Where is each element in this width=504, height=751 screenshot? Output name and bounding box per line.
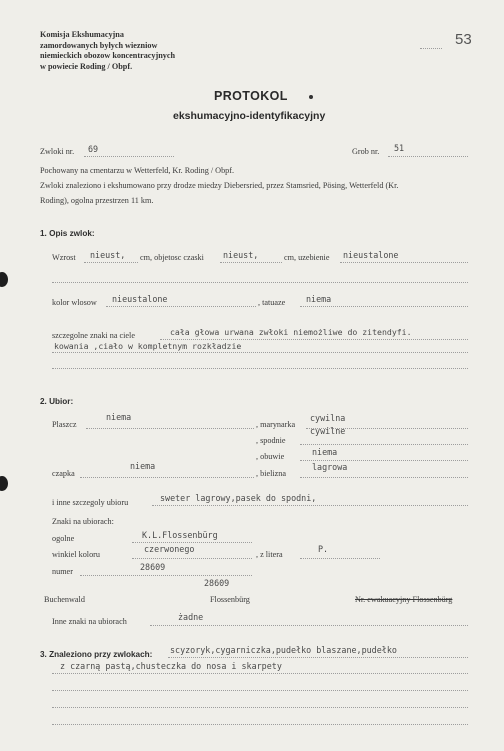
page-number: 53	[455, 31, 472, 48]
grave-number-line	[388, 156, 468, 157]
grave-number-value: 51	[394, 143, 405, 153]
commission-line: zamordowanych byłych wiezniow	[40, 40, 158, 50]
commission-line: w powiecie Roding / Obpf.	[40, 61, 133, 71]
letter-label: , z litera	[256, 550, 283, 559]
tattoo-value: niema	[306, 294, 332, 304]
number-value: 28609	[140, 562, 166, 572]
cap-line	[80, 477, 254, 478]
height-value: nieust,	[90, 250, 126, 260]
jacket-value: cywilna	[310, 413, 346, 423]
title-dot	[309, 95, 313, 99]
found-items-line-5	[52, 724, 468, 725]
shoes-value: niema	[312, 447, 338, 457]
section-3-heading: 3. Znaleziono przy zwlokach:	[40, 650, 153, 659]
general-mark-label: ogolne	[52, 534, 75, 543]
letter-line	[300, 558, 380, 559]
other-clothing-value: sweter lagrowy,pasek do spodni,	[160, 493, 317, 503]
general-mark-value: K.L.Flossenbürg	[142, 530, 218, 540]
found-items-line-2	[52, 673, 468, 674]
tattoo-label: , tatuaze	[258, 298, 286, 307]
marks-line-3	[52, 368, 468, 369]
document-title: PROTOKOL	[214, 89, 288, 103]
cap-label: czapka	[52, 469, 75, 478]
coat-line	[86, 428, 254, 429]
found-items-line-1	[168, 657, 468, 658]
header-rule	[420, 48, 442, 49]
document-subtitle: ekshumacyjno-identyfikacyjny	[173, 110, 326, 122]
letter-value: P.	[318, 544, 329, 554]
other-marks-value: żadne	[178, 612, 204, 622]
teeth-line	[340, 262, 468, 263]
commission-line: Komisja Ekshumacyjna	[40, 30, 124, 39]
blank-line	[52, 282, 468, 283]
corpse-number-value: 69	[88, 144, 99, 154]
camp-label: Buchenwald	[44, 595, 85, 604]
found-line-2: Roding), ogolna przestrzen 11 km.	[40, 196, 154, 205]
marks-value-2: kowania ,ciało w kompletnym rozkładzie	[54, 341, 242, 351]
section-2-heading: 2. Ubior:	[40, 397, 74, 406]
height-label: Wzrost	[52, 253, 76, 262]
buried-line: Pochowany na cmentarzu w Wetterfeld, Kr. Roding / Obpf.	[40, 166, 235, 175]
height-line	[84, 262, 138, 263]
marks-line-2	[52, 352, 468, 353]
hair-value: nieustalone	[112, 294, 168, 304]
angle-color-line	[132, 558, 252, 559]
grave-number-label: Grob nr.	[352, 147, 380, 156]
angle-color-value: czerwonego	[144, 544, 195, 554]
corpse-number-label: Zwloki nr.	[40, 147, 75, 156]
other-marks-label: Inne znaki na ubiorach	[52, 617, 127, 626]
found-items-value-1: scyzoryk,cygarniczka,pudełko blaszane,pudełko	[170, 645, 397, 655]
trousers-value: cywilne	[310, 426, 346, 436]
shoes-label: , obuwie	[256, 452, 285, 461]
commission-line: niemieckich obozow koncentracyjnych	[40, 51, 176, 60]
number-line	[80, 575, 252, 576]
jacket-label: , marynarka	[256, 420, 296, 429]
head-label: cm, objetosc czaski	[140, 253, 204, 262]
punch-hole-top	[0, 272, 8, 287]
punch-hole-bottom	[0, 476, 8, 491]
marks-line-1	[160, 339, 468, 340]
hair-label: kolor wlosow	[52, 298, 97, 307]
cap-value: niema	[130, 461, 156, 471]
other-clothing-label: i inne szczegoly ubioru	[52, 498, 129, 507]
trousers-line	[300, 444, 468, 445]
shoes-line	[300, 460, 468, 461]
teeth-label: cm, uzebienie	[284, 253, 330, 262]
general-mark-line	[132, 542, 252, 543]
marks-value-1: cała głowa urwana zwłoki niemożliwe do zitendyfi.	[170, 327, 412, 337]
found-items-value-2: z czarną pastą,chusteczka do nosa i skarpety	[60, 661, 282, 671]
clothing-marks-header: Znaki na ubiorach:	[52, 517, 114, 526]
found-items-line-3	[52, 690, 468, 691]
teeth-value: nieustalone	[343, 250, 399, 260]
other-clothing-line	[152, 505, 468, 506]
hair-line	[106, 306, 256, 307]
coat-value: niema	[106, 412, 132, 422]
section-1-heading: 1. Opis zwlok:	[40, 229, 95, 238]
tattoo-line	[300, 306, 468, 307]
underwear-line	[300, 477, 468, 478]
number-repeat: 28609	[204, 578, 230, 588]
angle-color-label: winkiel koloru	[52, 550, 100, 559]
head-line	[220, 262, 282, 263]
marks-label: szczegolne znaki na ciele	[52, 331, 135, 340]
head-value: nieust,	[223, 250, 259, 260]
found-items-line-4	[52, 707, 468, 708]
commission-header	[40, 30, 175, 72]
number-label: numer	[52, 567, 73, 576]
camp-value: Flossenbürg	[210, 595, 250, 604]
underwear-label: , bielizna	[256, 469, 287, 478]
other-marks-line	[150, 625, 468, 626]
coat-label: Plaszcz	[52, 420, 77, 429]
corpse-number-line	[84, 156, 174, 157]
found-line-1: Zwloki znaleziono i ekshumowano przy drodze miedzy Diebersried, przez Stamsried, Pösing, Wetterfeld (Kr.	[40, 181, 399, 190]
evacuation-number-struck: Nr. ewakuacyjny Flossenbürg	[355, 595, 453, 604]
underwear-value: lagrowa	[312, 462, 348, 472]
trousers-label: , spodnie	[256, 436, 286, 445]
